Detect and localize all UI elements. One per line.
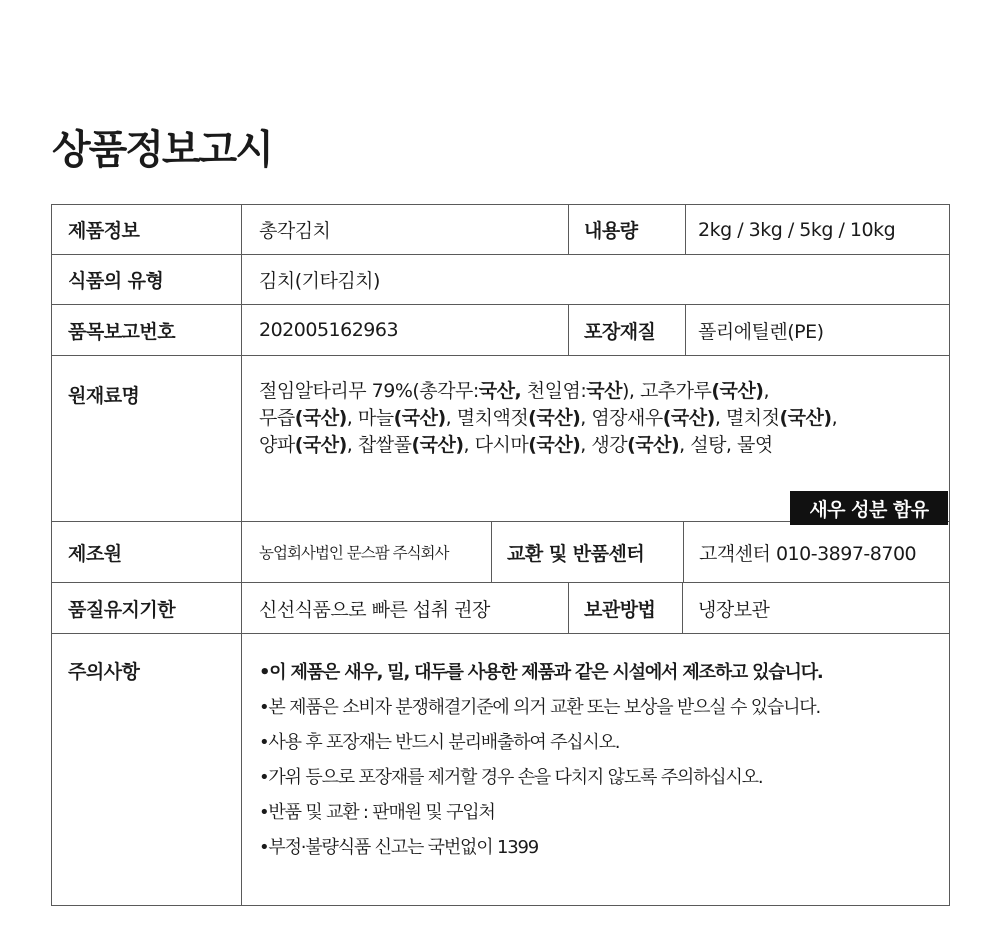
maker-value: 농업회사법인 문스팜 주식회사	[259, 544, 449, 562]
ingredient-text: , 찹쌀풀	[346, 434, 412, 456]
ingredients-value	[259, 378, 949, 459]
ingredient-text: , 마늘	[346, 407, 394, 429]
ingredient-text: ,	[763, 380, 769, 402]
page-title: 상품정보고시	[52, 127, 272, 173]
caution-item: •사용 후 포장재는 반드시 분리배출하여 주십시오.	[259, 732, 620, 753]
ingredient-origin: (국산)	[528, 407, 581, 429]
packaging-value: 폴리에틸렌(PE)	[698, 320, 824, 343]
ingredient-origin: (국산)	[627, 434, 680, 456]
col-divider	[491, 521, 492, 582]
report-number-value: 202005162963	[259, 319, 399, 341]
ingredient-text: 천일염:	[521, 380, 587, 402]
ingredient-text: , 설탕, 물엿	[679, 434, 773, 456]
caution-item: •부정·불량식품 신고는 국번없이 1399	[259, 837, 538, 858]
ingredient-origin: (국산)	[393, 407, 446, 429]
ingredient-origin: (국산)	[711, 380, 764, 402]
caution-label: 주의사항	[68, 661, 140, 683]
product-value: 총각김치	[259, 220, 331, 242]
report-number-label: 품목보고번호	[68, 320, 176, 343]
ingredient-text: ,	[831, 407, 838, 429]
row-divider	[52, 582, 949, 583]
food-type-label: 식품의 유형	[68, 270, 164, 292]
ingredient-text: , 멸치액젓	[445, 407, 529, 429]
ingredient-text: ), 고추가루	[621, 380, 712, 402]
ingredient-text: , 멸치젓	[714, 407, 780, 429]
ingredient-origin: (국산)	[528, 434, 581, 456]
return-center-label: 교환 및 반품센터	[507, 542, 645, 565]
storage-value: 냉장보관	[698, 598, 770, 621]
ingredient-origin: (국산)	[294, 407, 347, 429]
caution-item: •이 제품은 새우, 밀, 대두를 사용한 제품과 같은 시설에서 제조하고 있습니다.	[259, 662, 823, 683]
food-type-value: 김치(기타김치)	[259, 270, 380, 292]
maker-label: 제조원	[68, 542, 122, 565]
col-divider	[241, 205, 242, 905]
caution-item: •가위 등으로 포장재를 제거할 경우 손을 다치지 않도록 주의하십시오.	[259, 767, 763, 788]
col-divider	[568, 582, 569, 633]
col-divider	[568, 304, 569, 355]
ingredient-text: 무즙	[259, 407, 295, 429]
ingredient-text: , 생강	[580, 434, 628, 456]
ingredient-text: 절임알타리무 79%(총각무:	[259, 380, 479, 402]
ingredient-origin: 국산	[586, 380, 622, 402]
ingredient-text: , 염장새우	[580, 407, 663, 429]
row-divider	[52, 633, 949, 634]
ingredient-origin: (국산)	[294, 434, 347, 456]
ingredient-text: , 다시마	[463, 434, 529, 456]
ingredient-origin: (국산)	[662, 407, 715, 429]
row-divider	[52, 254, 949, 255]
product-info-table	[51, 204, 950, 906]
volume-label: 내용량	[584, 220, 638, 242]
caution-item: •본 제품은 소비자 분쟁해결기준에 의거 교환 또는 보상을 받으실 수 있습니다.	[259, 697, 820, 718]
caution-list	[259, 655, 823, 865]
col-divider	[685, 304, 686, 355]
col-divider	[682, 582, 683, 633]
ingredients-label: 원재료명	[68, 385, 140, 407]
col-divider	[568, 205, 569, 254]
shelf-life-label: 품질유지기한	[68, 598, 176, 621]
shelf-life-value: 신선식품으로 빠른 섭취 권장	[259, 598, 490, 621]
product-label: 제품정보	[68, 220, 140, 242]
volume-value: 2kg / 3kg / 5kg / 10kg	[698, 218, 896, 241]
caution-item: •반품 및 교환 : 판매원 및 구입처	[259, 802, 495, 823]
allergen-badge: 새우 성분 함유	[790, 491, 948, 525]
row-divider	[52, 355, 949, 356]
ingredient-origin: (국산)	[779, 407, 832, 429]
storage-label: 보관방법	[584, 598, 656, 621]
return-center-value: 고객센터 010-3897-8700	[699, 542, 917, 565]
ingredient-text: 양파	[259, 434, 295, 456]
packaging-label: 포장재질	[584, 320, 656, 343]
ingredient-origin: 국산,	[478, 380, 522, 402]
col-divider	[685, 205, 686, 254]
col-divider	[683, 521, 684, 582]
ingredient-origin: (국산)	[411, 434, 464, 456]
